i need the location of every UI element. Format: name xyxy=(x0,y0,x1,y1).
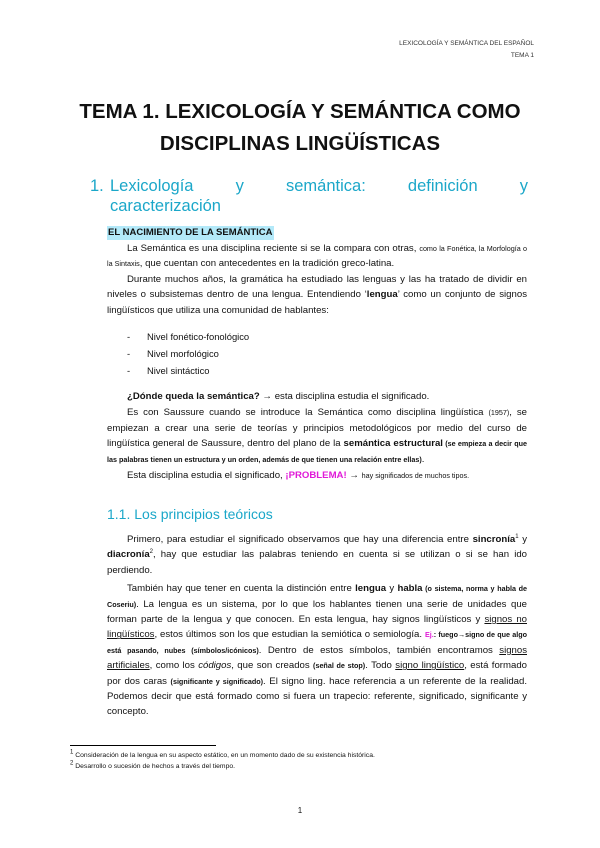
header-topic: TEMA 1 xyxy=(510,52,534,59)
paragraph-semantics: ¿Dónde queda la semántica? → esta disciplina estudia el significado. Es con Saussure cuando se introduce la Semántica como disciplina lingüística (1957), se empiezan a crear una serie de teorías y principios metodológicos por medio del curso de lingüística general de Saussure, dentro del plano de la semántica estructural (se empieza a decir que las palabras tienen un estructura y un orden, además de que tienen una relación entre ellas). Esta disciplina estudia el significado, ¡PROBLEMA! → hay significados de muchos tipos. xyxy=(107,391,527,482)
page-number: 1 xyxy=(297,806,303,815)
footnote-2: $^2$ Desarrollo o sucesión de hechos a través del tiempo. xyxy=(70,760,236,770)
paragraph-principles: Primero, para estudiar el significado observamos que hay una diferencia entre sincronía$^1$ y diacronía$^2$, hay que estudiar las palabras teniendo en cuenta si se utilizan o si se han ido perdiendo. También hay que tener en cuenta la distinción entre lengua y habla (o sistema, norma y habla de Coseriu). La lengua es un sistema, por lo que los hablantes tienen una serie de unidades que forman parte de la lengua y que conocen. En esta lengua, hay signos lingüísticos y signos no lingüísticos, estos últimos son los que estudian la semiótica o semiología. Ej.: fuego→signo de que algo está pasando, nubes (símbolos/icónicos). Dentro de estos símbolos, también encontramos signos artificiales, como los códigos, que son creados (señal de stop). Todo signo lingüístico, está formado por dos caras (significante y significado). El signo ling. hace referencia a un referente de la realidad. Podemos decir que está formado como si fuera un trapecio: referente, significado, significante y concepto. xyxy=(107,533,527,718)
levels-list xyxy=(127,328,249,380)
highlighted-subheading: EL NACIMIENTO DE LA SEMÁNTICA xyxy=(108,227,273,238)
footnote-separator xyxy=(70,745,216,746)
paragraph-intro: La Semántica es una disciplina reciente si se la compara con otras, como la Fonética, la Morfología o la Sintaxis, que cuentan con antecedentes en la tradición greco-latina. Durante muchos años, la gramática ha estudiado las lenguas y las ha tratado de dividir en niveles o subsistemas dentro de una lengua. Entendiendo ‘lengua’ como un conjunto de signos lingüísticos que utiliza una comunidad de hablantes: xyxy=(107,243,527,316)
section-heading-1-1: 1.1. Los principios teóricos xyxy=(107,506,273,522)
page-title: TEMA 1. LEXICOLOGÍA Y SEMÁNTICA COMO DISCIPLINAS LINGÜÍSTICAS xyxy=(79,100,521,155)
problem-label: ¡PROBLEMA! xyxy=(285,470,347,482)
list-item: - Nivel sintáctico xyxy=(127,362,249,379)
list-item: - Nivel fonético-fonológico xyxy=(127,328,249,345)
list-item: - Nivel morfológico xyxy=(127,345,249,362)
footnotes xyxy=(70,750,375,772)
running-header xyxy=(399,38,534,62)
section-heading-1: 1. Lexicología y semántica: definición y caracterización xyxy=(90,177,528,215)
footnote-1: $^1$ Consideración de la lengua en su aspecto estático, en un momento dado de su existencia histórica. xyxy=(70,749,375,759)
header-course: LEXICOLOGÍA Y SEMÁNTICA DEL ESPAÑOL xyxy=(399,40,534,47)
